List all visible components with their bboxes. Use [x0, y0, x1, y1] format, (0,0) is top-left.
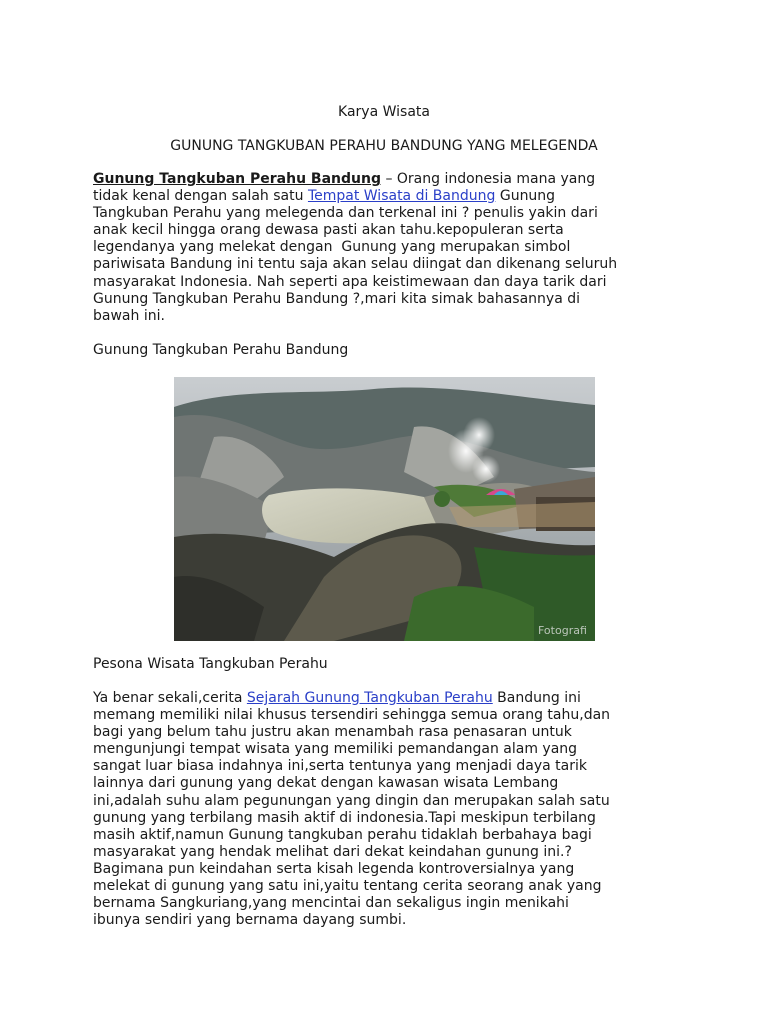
photo-watermark: Fotografi [538, 624, 587, 637]
intro-line-2-before: tidak kenal dengan salah satu [93, 188, 308, 205]
intro-line-1 [93, 171, 693, 188]
photo-caption: Pesona Wisata Tangkuban Perahu [93, 656, 328, 672]
body-line: lainnya dari gunung yang dekat dengan kawasan wisata Lembang [93, 775, 559, 792]
body-line: memang memiliki nilai khusus tersendiri sehingga semua orang tahu,dan [93, 707, 611, 724]
intro-line: Tangkuban Perahu yang melegenda dan terkenal ini ? penulis yakin dari [93, 205, 598, 222]
crater-photo [174, 377, 595, 641]
body-line-1-after: Bandung ini [492, 690, 581, 706]
body-line: Bagimana pun keindahan serta kisah legenda kontroversialnya yang [93, 860, 575, 877]
intro-line: masyarakat Indonesia. Nah seperti apa keistimewaan dan daya tarik dari [93, 273, 607, 290]
body-line: gunung yang terbilang masih aktif di indonesia.Tapi meskipun terbilang [93, 809, 596, 826]
intro-line-2-after: Gunung [495, 188, 556, 205]
body-line: bernama Sangkuriang,yang mencintai dan sekaligus ingin menikahi [93, 895, 569, 912]
intro-lead-rest: – Orang indonesia mana yang [381, 171, 596, 187]
intro-paragraph [93, 171, 693, 325]
body-paragraph [93, 690, 693, 929]
tempat-wisata-link[interactable]: Tempat Wisata di Bandung [307, 188, 496, 205]
body-line: bagi yang belum tahu justru akan menambah rasa penasaran untuk [93, 724, 572, 741]
section-subheading: Gunung Tangkuban Perahu Bandung [93, 342, 349, 358]
sejarah-link[interactable]: Sejarah Gunung Tangkuban Perahu [246, 690, 493, 706]
intro-line: Gunung Tangkuban Perahu Bandung ?,mari kita simak bahasannya di [93, 290, 580, 307]
document-title: Karya Wisata [338, 104, 430, 120]
body-line: masyarakat yang hendak melihat dari dekat keindahan gunung ini.? [93, 843, 572, 860]
body-line: mengunjungi tempat wisata yang memiliki pemandangan alam yang [93, 741, 578, 758]
intro-line-2 [93, 188, 693, 205]
intro-line: pariwisata Bandung ini tentu saja akan selau diingat dan dikenang seluruh [93, 256, 618, 273]
intro-lead-bold: Gunung Tangkuban Perahu Bandung [93, 171, 381, 187]
body-line: ini,adalah suhu alam pegunungan yang dingin dan merupakan salah satu [93, 792, 610, 809]
body-line-1-before: Ya benar sekali,cerita [93, 690, 247, 706]
document-headline: GUNUNG TANGKUBAN PERAHU BANDUNG YANG MELEGENDA [170, 138, 598, 154]
body-line: ibunya sendiri yang bernama dayang sumbi. [93, 912, 407, 929]
body-line: sangat luar biasa indahnya ini,serta tentunya yang menjadi daya tarik [93, 758, 587, 775]
body-line: melekat di gunung yang satu ini,yaitu tentang cerita seorang anak yang [93, 878, 602, 895]
intro-line: legendanya yang melekat dengan Gunung yang merupakan simbol [93, 239, 571, 256]
body-line: masih aktif,namun Gunung tangkuban perahu tidaklah berbahaya bagi [93, 826, 592, 843]
body-line-1 [93, 690, 693, 707]
intro-line: bawah ini. [93, 307, 165, 324]
intro-line: anak kecil hingga orang dewasa pasti akan tahu.kepopuleran serta [93, 222, 564, 239]
